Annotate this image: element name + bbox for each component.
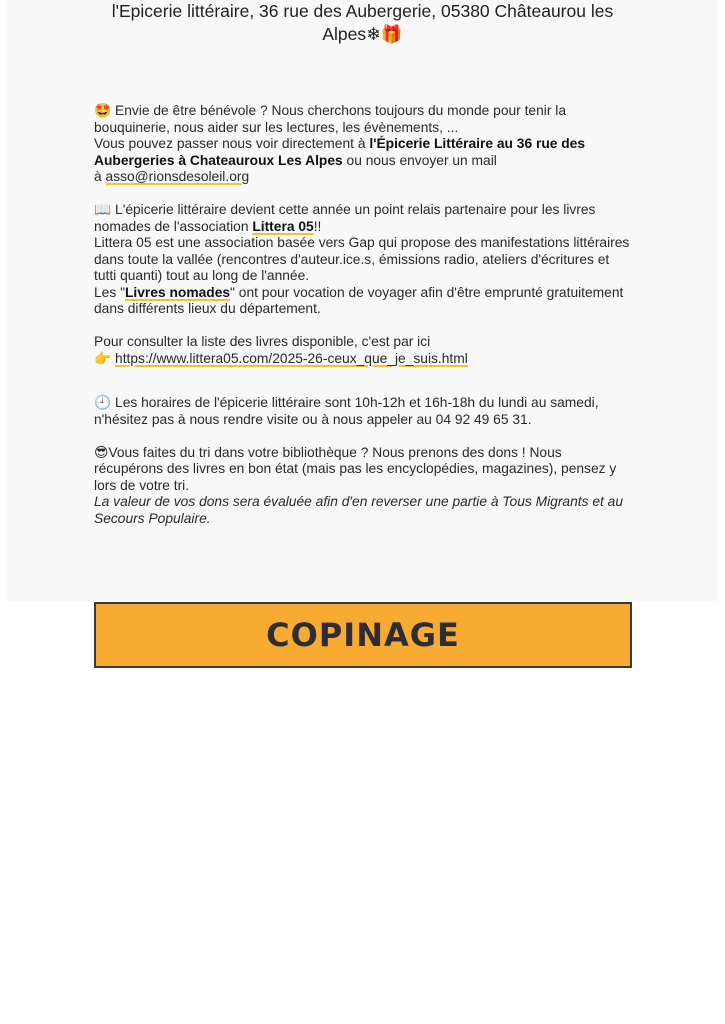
list-paragraph [94, 334, 634, 367]
relay-line-2: Littera 05 est une association basée vers Gap qui propose des manifestations littéraires dans toute la vallée (rencontres d'auteur.ice.s, émissions radio, ateliers d'écritures et tutti quanti) tout au long de l'année. [94, 235, 630, 283]
banner-label: COPINAGE [266, 616, 460, 654]
star-eyes-emoji-icon: 🤩 [94, 103, 112, 119]
relay-line-3-pre: Les " [94, 284, 125, 300]
list-text: Pour consulter la liste des livres disponible, c'est par ici [94, 334, 431, 349]
donations-text: Vous faites du tri dans votre bibliothèque ? Nous prenons des dons ! Nous récupérons des livres en bon état (mais pas les encyclopédies, magazines), pensez y lors de votre tri. [94, 444, 617, 493]
donations-italic-note: La valeur de vos dons sera évaluée afin d'en reverser une partie à Tous Migrants et au Secours Populaire. [94, 494, 624, 526]
newsletter-body [94, 103, 634, 527]
littera05-books-link[interactable]: https://www.littera05.com/2025-26-ceux_que_je_suis.html [115, 350, 468, 366]
sunglasses-emoji-icon: 😎 [94, 444, 109, 461]
hours-text: Les horaires de l'épicerie littéraire sont 10h-12h et 16h-18h du lundi au samedi, n'hésitez pas à nous rendre visite ou à nous appeler au 04 92 49 65 31. [94, 395, 599, 427]
relay-paragraph [94, 202, 634, 318]
page-title [60, 0, 665, 47]
snowflake-gift-icon: ❄🎁 [366, 25, 403, 45]
littera05-bold: Littera 05 [252, 218, 314, 234]
email-link[interactable]: asso@rionsdesoleil.org [105, 169, 250, 184]
volunteer-intro: Envie de être bénévole ? Nous cherchons toujours du monde pour tenir la bouquinerie, nous aider sur les lectures, les évènements, ... [94, 103, 566, 135]
mail-prefix: à [94, 169, 106, 184]
title-line-2: Alpes [322, 24, 367, 44]
donations-paragraph [94, 445, 634, 528]
title-line-1: l'Epicerie littéraire, 36 rue des Aubergerie, 05380 Châteaurou les [111, 1, 614, 21]
address-bold: l'Épicerie Littéraire au 36 rue des Aubergeries à Chateauroux Les Alpes [94, 136, 586, 168]
relay-line-1: L'épicerie littéraire devient cette année un point relais partenaire pour les livres nomades de l'association [94, 202, 596, 234]
relay-line-1-post: !! [313, 218, 322, 234]
clock-icon: 🕘 [94, 395, 112, 411]
relay-line-3-post: " ont pour vocation de voyager afin d'être emprunté gratuitement dans différents lieux du département. [94, 284, 624, 316]
open-book-icon: 📖 [94, 202, 112, 218]
livres-nomades-link[interactable] [125, 285, 230, 300]
hours-paragraph [94, 395, 634, 428]
copinage-banner [94, 602, 632, 668]
visit-text: Vous pouvez passer nous voir directement à [94, 136, 370, 151]
pointing-hand-icon: 👉 [94, 350, 112, 367]
volunteer-paragraph [94, 103, 634, 186]
littera05-link[interactable] [252, 219, 313, 234]
livres-nomades-bold: Livres nomades [124, 284, 231, 300]
visit-post: ou nous envoyer un mail [342, 152, 497, 168]
